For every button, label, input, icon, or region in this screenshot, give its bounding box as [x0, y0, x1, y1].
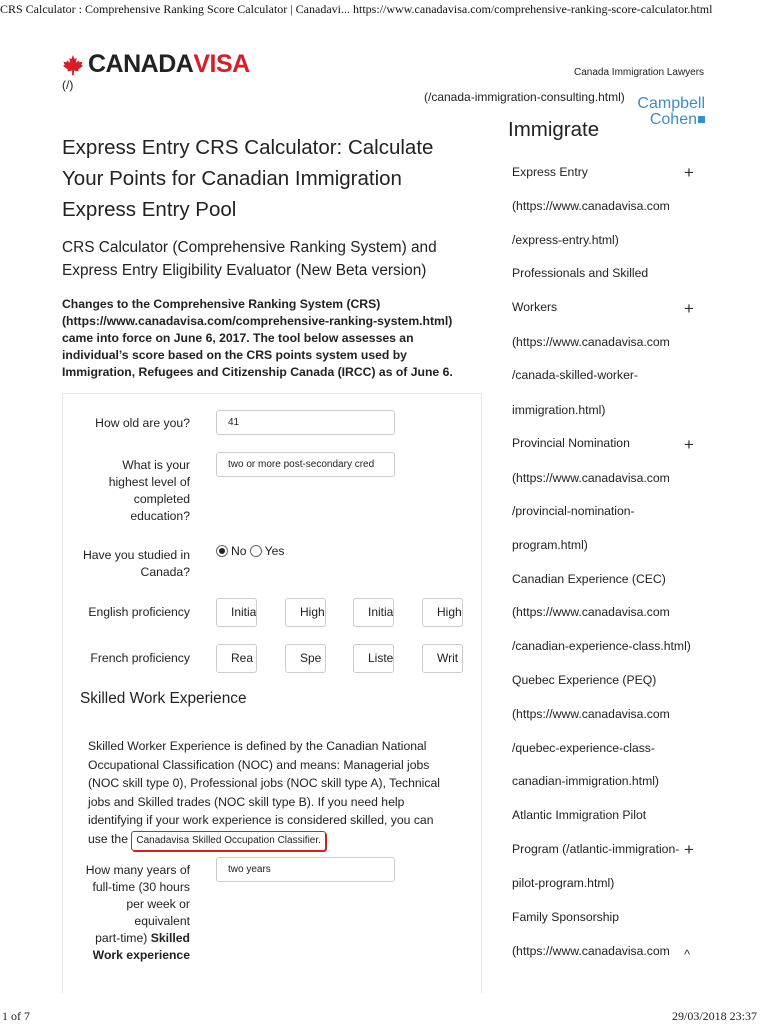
sidebar-link-url[interactable]: immigration.html)	[512, 403, 606, 417]
sidebar-link-url[interactable]: (https://www.canadavisa.com	[512, 605, 670, 619]
sidebar-link-family[interactable]: Family Sponsorship	[512, 910, 620, 924]
logo-text-canada: CANADA	[88, 50, 194, 78]
radio-no[interactable]	[216, 545, 228, 557]
age-label: How old are you?	[95, 416, 190, 430]
paragraph-line	[88, 830, 458, 851]
studied-label-line: Have you studied in	[82, 548, 190, 562]
sidebar-link-url[interactable]: (https://www.canadavisa.com	[512, 471, 670, 485]
collapse-caret-icon[interactable]: ^	[684, 947, 691, 962]
years-label-bold: Work experience	[92, 948, 190, 962]
sidebar-link-cec[interactable]: Canadian Experience (CEC)	[512, 572, 666, 586]
sidebar-link-url[interactable]: /quebec-experience-class-	[512, 741, 655, 755]
years-label-line: equivalent	[134, 914, 190, 928]
print-datetime: 29/03/2018 23:37	[672, 1009, 758, 1023]
years-label-line	[70, 930, 190, 947]
years-label-bold: Skilled	[150, 931, 190, 945]
paragraph-line: identifying if your work experience is considered skilled, you can	[88, 813, 434, 827]
studied-label-line: Canada?	[140, 565, 190, 579]
sidebar-link-url[interactable]: /express-entry.html)	[512, 233, 619, 247]
use-the-text: use the	[88, 831, 128, 846]
english-test-select[interactable]: Initia	[216, 598, 257, 627]
education-label-line: completed	[133, 492, 190, 506]
radio-no-label: No	[231, 544, 247, 558]
intro-line: came into force on June 6, 2017. The tool below assesses an	[62, 331, 414, 345]
french-speaking-select[interactable]: Spe	[285, 644, 326, 673]
expand-plus-icon[interactable]: +	[684, 299, 694, 318]
consulting-link[interactable]: (/canada-immigration-consulting.html)	[424, 90, 625, 104]
french-listening-select[interactable]: Liste	[353, 644, 394, 673]
english-label: English proficiency	[88, 605, 190, 619]
page-title: Express Entry CRS Calculator: Calculate Your Points for Canadian Immigration Express Entry Pool	[62, 136, 434, 221]
sidebar-link-url[interactable]: pilot-program.html)	[512, 876, 615, 890]
canadavisa-logo[interactable]	[62, 52, 250, 77]
english-speaking-select[interactable]: High	[285, 598, 326, 627]
sidebar-link-atlantic[interactable]: Program (/atlantic-immigration-	[512, 842, 680, 856]
intro-line: Changes to the Comprehensive Ranking System (CRS)	[62, 297, 381, 311]
years-label-line: full-time (30 hours	[92, 880, 190, 894]
education-label-line: education?	[130, 509, 190, 523]
paragraph-line: jobs and Skilled trades (NOC skill type B). If you need help	[88, 794, 405, 809]
sidebar-link-peq[interactable]: Quebec Experience (PEQ)	[512, 673, 657, 687]
education-select[interactable]: two or more post-secondary cred	[216, 452, 395, 477]
years-label-plain: part-time)	[95, 931, 148, 945]
years-label	[70, 862, 190, 964]
studied-label	[70, 547, 190, 581]
partner-logo-line2: Cohen	[649, 111, 697, 128]
french-reading-select[interactable]: Rea	[216, 644, 257, 673]
paragraph-line: Occupational Classification (NOC) and means: Managerial jobs	[88, 757, 430, 772]
intro-line: Immigration, Refugees and Citizenship Canada (IRCC) as of June 6.	[62, 365, 453, 379]
print-header: CRS Calculator : Comprehensive Ranking Score Calculator | Canadavi... https://www.canadavisa.com/comprehensive-ranking-score-calculator.html	[0, 2, 713, 16]
sidebar-link-url[interactable]: (https://www.canadavisa.com	[512, 199, 670, 213]
sidebar-link-atlantic[interactable]: Atlantic Immigration Pilot	[512, 808, 647, 822]
intro-paragraph	[62, 296, 482, 381]
sidebar-link-url[interactable]: (https://www.canadavisa.com	[512, 944, 670, 958]
expand-plus-icon[interactable]: +	[684, 840, 694, 859]
print-page-number: 1 of 7	[2, 1009, 30, 1023]
sidebar-link-url[interactable]: program.html)	[512, 538, 588, 552]
skilled-work-paragraph	[88, 737, 458, 851]
sidebar-link-skilled-workers[interactable]: Professionals and Skilled	[512, 266, 649, 280]
lawyers-label: Canada Immigration Lawyers	[574, 67, 705, 78]
education-label-line: highest level of	[108, 475, 190, 489]
education-label-line: What is your	[122, 458, 190, 472]
sidebar-link-url[interactable]: /provincial-nomination-	[512, 504, 635, 518]
maple-leaf-icon	[62, 54, 84, 76]
years-label-line: per week or	[126, 897, 190, 911]
expand-plus-icon[interactable]: +	[684, 435, 694, 454]
age-select[interactable]: 41	[216, 410, 395, 435]
campbell-cohen-logo[interactable]	[633, 96, 705, 128]
english-writing-select[interactable]: High	[422, 598, 463, 627]
years-label-line: How many years of	[85, 863, 190, 877]
sidebar-link-url[interactable]: /canadian-experience-class.html)	[512, 639, 691, 653]
intro-line: individual’s score based on the CRS points system used by	[62, 348, 407, 362]
french-writing-select[interactable]: Writ	[422, 644, 463, 673]
partner-square-icon	[698, 116, 705, 123]
sidebar-link-url[interactable]: (https://www.canadavisa.com	[512, 335, 670, 349]
radio-yes-label: Yes	[264, 544, 285, 558]
paragraph-line: Skilled Worker Experience is defined by the Canadian National	[88, 739, 427, 753]
paragraph-line: (NOC skill type 0), Professional jobs (NOC skill type A), Technical	[88, 776, 440, 790]
studied-radio-group	[216, 544, 284, 558]
sidebar-title: Immigrate	[508, 118, 600, 141]
logo-text-visa: VISA	[193, 50, 250, 78]
sidebar-link-express-entry[interactable]: Express Entry	[512, 165, 588, 179]
sidebar-link-url[interactable]: (https://www.canadavisa.com	[512, 707, 670, 721]
french-label: French proficiency	[90, 651, 190, 665]
radio-yes[interactable]	[250, 545, 262, 557]
years-label-line	[70, 947, 190, 964]
crs-link[interactable]: (https://www.canadavisa.com/comprehensive-ranking-system.html)	[62, 314, 453, 328]
sidebar-link-skilled-workers[interactable]: Workers	[512, 300, 558, 314]
sidebar-link-url[interactable]: /canada-skilled-worker-	[512, 368, 638, 382]
home-link[interactable]: (/)	[62, 78, 74, 92]
sidebar-link-url[interactable]: canadian-immigration.html)	[512, 774, 659, 788]
english-listening-select[interactable]: Initia	[353, 598, 394, 627]
partner-logo-line1: Campbell	[637, 95, 705, 112]
years-select[interactable]: two years	[216, 857, 395, 882]
expand-plus-icon[interactable]: +	[684, 163, 694, 182]
education-label	[80, 457, 190, 525]
page-subtitle: CRS Calculator (Comprehensive Ranking System) and Express Entry Eligibility Evaluator (New Beta version)	[62, 239, 437, 279]
sidebar-link-provincial[interactable]: Provincial Nomination	[512, 436, 630, 450]
skilled-work-heading: Skilled Work Experience	[80, 690, 247, 707]
classifier-button[interactable]: Canadavisa Skilled Occupation Classifier.	[131, 831, 326, 851]
